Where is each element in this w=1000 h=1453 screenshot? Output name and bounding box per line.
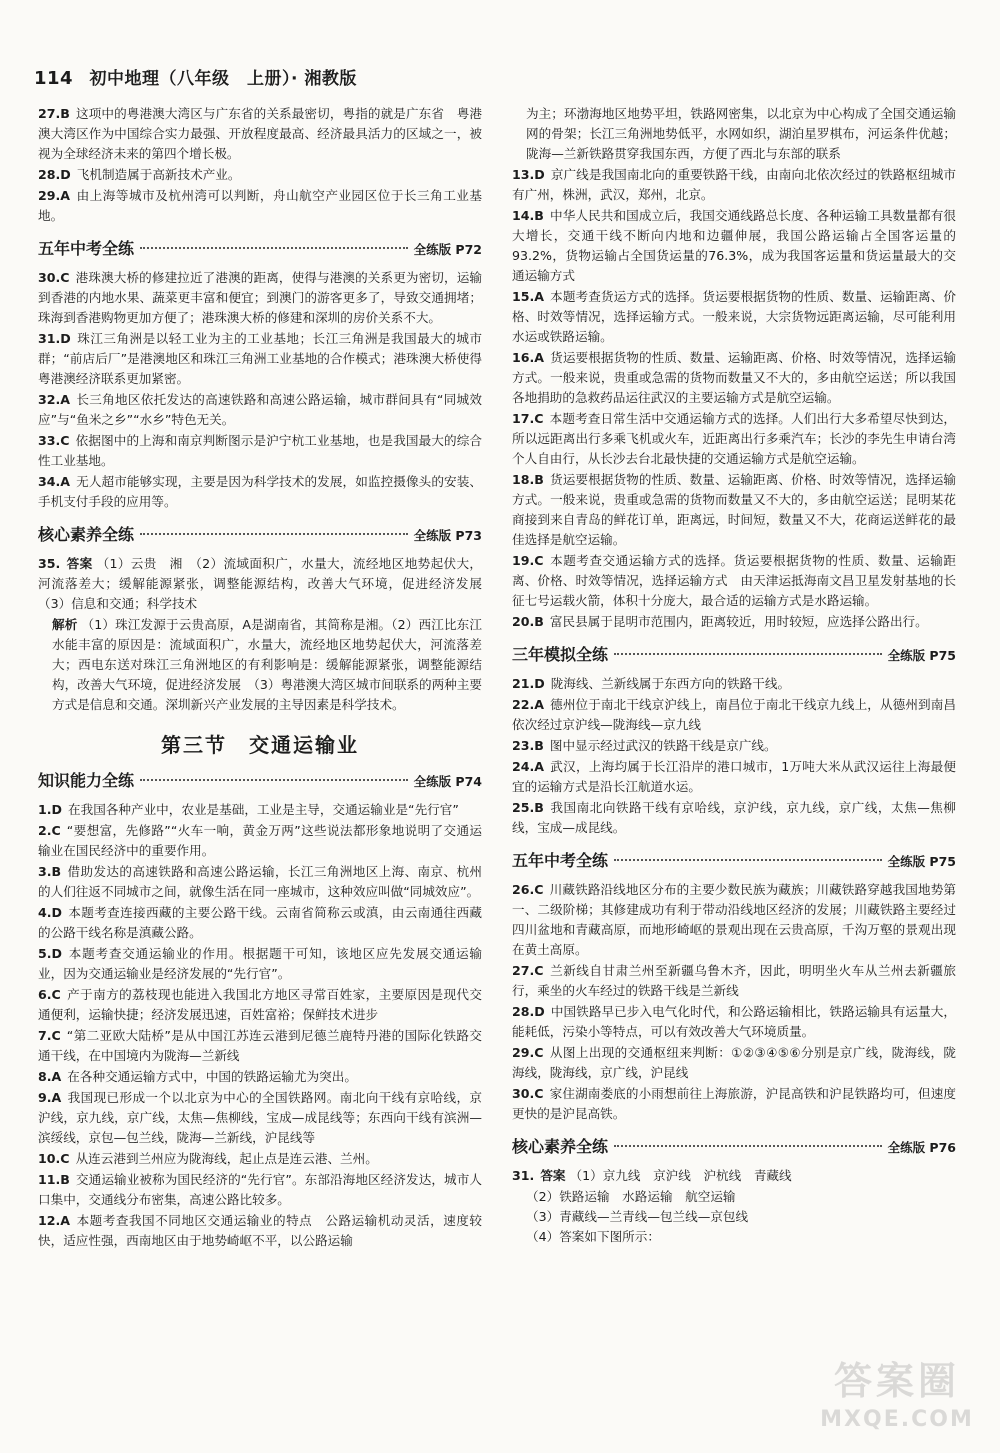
item-text: 家住湖南娄底的小雨想前往上海旅游，沪昆高铁和沪昆铁路均可，但速度更快的是沪昆高铁。 — [512, 1086, 956, 1121]
item-text: 本题考查货运方式的选择。货运要根据货物的性质、数量、运输距离、价格、时效等情况，选择运输方式。一般来说，大宗货物远距离运输，尽可能利用水运或铁路运输。 — [512, 289, 956, 344]
section-header — [512, 1134, 956, 1160]
section-title: 核心素养全练 — [512, 1137, 609, 1156]
answer-label: 答案 — [540, 1168, 566, 1183]
item-number: 8.A — [38, 1069, 62, 1084]
dotted-leader — [140, 779, 408, 781]
item-text: 京广线是我国南北向的重要铁路干线，由南向北依次经过的铁路枢纽城市有广州，株洲，武汉，郑州，北京。 — [512, 167, 956, 202]
answer-item — [512, 1002, 956, 1042]
answer-item — [38, 1026, 482, 1066]
item-number: 5.D — [38, 946, 63, 961]
section-title: 五年中考全练 — [512, 851, 609, 870]
item-text: 借助发达的高速铁路和高速公路运输，长江三角洲地区上海、南京、杭州的人们往返不同城市之间，就像生活在同一座城市，这种效应叫做“同城效应”。 — [38, 864, 482, 899]
right-column — [512, 104, 956, 1247]
item-text: 珠江三角洲是以轻工业为主的工业基地；长江三角洲是我国最大的城市群；“前店后厂”是港澳地区和珠江三角洲工业基地的合作模式；港珠澳大桥使得粤港澳经济联系更加紧密。 — [38, 331, 482, 386]
answer-item — [38, 1067, 482, 1087]
item-text: “第二亚欧大陆桥”是从中国江苏连云港到尼德兰鹿特丹港的国际化铁路交通干线，在中国境内为陇海—兰新线 — [38, 1028, 482, 1063]
answer-item — [512, 287, 956, 347]
item-text: 富民县属于昆明市范围内，距离较近，用时较短，应选择公路出行。 — [549, 614, 928, 629]
item-number: 34.A — [38, 474, 71, 489]
section-ref: 全练版 P75 — [887, 854, 956, 869]
answer-item — [512, 612, 956, 632]
section-header — [512, 642, 956, 668]
item-text: 货运要根据货物的性质、数量、运输距离、价格、时效等情况，选择运输方式。一般来说，贵重或急需的货物而数量又不大的，多由航空运送；所以我国各地捐助的急救药品运往武汉的主要运输方式是航空运输。 — [512, 350, 956, 405]
answer-item — [512, 1043, 956, 1083]
item-text: 武汉，上海均属于长江沿岸的港口城市，1万吨大米从武汉运往上海最便宜的运输方式是沿长江航道水运。 — [512, 759, 956, 794]
answer-item — [38, 1211, 482, 1251]
section-ref: 全练版 P76 — [887, 1140, 956, 1155]
dotted-leader — [614, 1145, 882, 1147]
item-text: 从图上出现的交通枢纽来判断：①②③④⑤⑥分别是京广线，陇海线，陇海线，陇海线，京广线，沪昆线 — [512, 1045, 956, 1080]
answer-item — [512, 674, 956, 694]
page-number: 114 — [34, 68, 74, 89]
item-text: 在我国各种产业中，农业是基础，工业是主导，交通运输业是“先行官” — [68, 802, 459, 817]
watermark-url: MXQE.COM — [820, 1407, 974, 1432]
dotted-leader — [614, 653, 882, 655]
item-number: 32.A — [38, 392, 71, 407]
section-title: 三年模拟全练 — [512, 645, 609, 664]
answer-label: 答案 — [66, 556, 93, 571]
answer-item — [38, 554, 495, 614]
section-ref: 全练版 P72 — [413, 242, 482, 257]
section-ref: 全练版 P74 — [413, 774, 482, 789]
item-number: 19.C — [512, 553, 544, 568]
left-column — [38, 104, 495, 1252]
item-number: 35. — [38, 556, 61, 571]
item-number: 10.C — [38, 1151, 70, 1166]
answer-item — [38, 862, 482, 902]
answer-item — [38, 985, 482, 1025]
item-number: 27.C — [512, 963, 544, 978]
answer-item — [512, 880, 956, 960]
item-text: 产于南方的荔枝现也能进入我国北方地区寻常百姓家，主要原因是现代交通便利，运输快捷；经济发展迅速，百姓富裕；保鲜技术进步 — [38, 987, 482, 1022]
item-text: 本题考查日常生活中交通运输方式的选择。人们出行大多希望尽快到达，所以远距离出行多乘飞机或火车，近距离出行多乘汽车；长沙的李先生申请台湾个人自由行，从长沙去台北最快捷的交通运输方式是航空运输。 — [512, 411, 956, 466]
item-text: 从连云港到兰州应为陇海线，起止点是连云港、兰州。 — [75, 1151, 378, 1166]
item-number: 2.C — [38, 823, 61, 838]
explanation-text: （1）珠江发源于云贵高原，A是湖南省，其简称是湘。（2）西江比东江水能丰富的原因是：流域面积广，水量大，流经地区地势起伏大，河流落差大；西电东送对珠江三角洲地区的有利影响是：缓解能源紧张，调整能源结构，改善大气环境，促进经济发展 （3）粤港澳大湾区城市间联系的两种主要方式是信息和交通。深圳新兴产业发展的主导因素是科学技术。 — [52, 617, 483, 712]
section-header — [512, 848, 956, 874]
answer-item — [38, 821, 482, 861]
item-text: 图中显示经过武汉的铁路干线是京广线。 — [549, 738, 777, 753]
item-number: 28.D — [512, 1004, 545, 1019]
item-text: 港珠澳大桥的修建拉近了港澳的距离，使得与港澳的关系更为密切，运输到香港的内地水果、蔬菜更丰富和便宜；到澳门的游客更多了，导致交通拥堵；珠海到香港购物更加方便了；港珠澳大桥的修建和深圳的房价关系不大。 — [38, 270, 482, 325]
answer-item — [38, 186, 482, 226]
answer-line: （2）铁路运输 水路运输 航空运输 — [526, 1189, 736, 1204]
item-text: 德州位于南北干线京沪线上，南昌位于南北干线京九线上，从德州到南昌依次经过京沪线—陇海线—京九线 — [512, 697, 956, 732]
answer-item — [512, 695, 956, 735]
answer-item — [38, 390, 482, 430]
item-text: 中华人民共和国成立后，我国交通线路总长度、各种运输工具数量都有很大增长，交通干线不断向内地和边疆伸展，我国公路运输占全国客运量的93.2%，货物运输占全国货运量的76.3%，成为我国客运量和货运量最大的交通运输方式 — [512, 208, 956, 283]
section-header — [38, 522, 482, 548]
item-number: 29.C — [512, 1045, 544, 1060]
item-text: 在各种交通运输方式中，中国的铁路运输尤为突出。 — [67, 1069, 357, 1084]
answer-item — [38, 472, 482, 512]
answer-line: （4）答案如下图所示： — [526, 1229, 660, 1244]
item-number: 12.A — [38, 1213, 71, 1228]
answer-item — [512, 551, 956, 611]
item-number: 18.B — [512, 472, 544, 487]
explanation-label: 解析 — [52, 617, 78, 632]
item-number: 27.B — [38, 106, 70, 121]
item-text: 中国铁路早已步入电气化时代，和公路运输相比，铁路运输具有运量大，能耗低，污染小等特点，可以有效改善大气环境质量。 — [512, 1004, 956, 1039]
item-text: 飞机制造属于高新技术产业。 — [76, 167, 241, 182]
item-text: 我国南北向铁路干线有京哈线，京沪线，京九线，京广线，太焦—焦柳线，宝成—成昆线。 — [512, 800, 956, 835]
item-number: 11.B — [38, 1172, 70, 1187]
item-number: 29.A — [38, 188, 71, 203]
dotted-leader — [140, 247, 408, 249]
item-number: 13.D — [512, 167, 545, 182]
item-text: 我国现已形成一个以北京为中心的全国铁路网。南北向干线有京哈线，京沪线，京九线，京广线，太焦—焦柳线，宝成—成昆线等；东西向干线有滨洲—滨绥线，京包—包兰线，陇海—兰新线，沪昆线等 — [38, 1090, 482, 1145]
chapter-title: 第三节 交通运输业 — [161, 733, 359, 757]
answer-item — [512, 409, 956, 469]
section-title: 核心素养全练 — [38, 525, 135, 544]
answer-item — [38, 1149, 482, 1169]
item-number: 30.C — [38, 270, 70, 285]
item-number: 28.D — [38, 167, 71, 182]
answer-item — [512, 348, 956, 408]
item-number: 30.C — [512, 1086, 544, 1101]
dotted-leader — [614, 859, 882, 861]
answer-item — [38, 165, 482, 185]
item-number: 17.C — [512, 411, 544, 426]
item-number: 21.D — [512, 676, 545, 691]
item-text: 陇海线、兰新线属于东西方向的铁路干线。 — [550, 676, 791, 691]
answer-line: （1）京九线 京沪线 沪杭线 青藏线 — [569, 1168, 792, 1183]
item-text: 由上海等城市及杭州湾可以判断，舟山航空产业园区位于长三角工业基地。 — [38, 188, 482, 223]
item-number: 6.C — [38, 987, 61, 1002]
section-header — [38, 768, 482, 794]
item-number: 7.C — [38, 1028, 61, 1043]
section-ref: 全练版 P75 — [887, 648, 956, 663]
dotted-leader — [140, 533, 408, 535]
item-number: 33.C — [38, 433, 70, 448]
item-text: 无人超市能够实现，主要是因为科学技术的发展，如监控摄像头的安装、手机支付手段的应用等。 — [38, 474, 482, 509]
item-text: 货运要根据货物的性质、数量、运输距离、价格、时效等情况，选择运输方式。一般来说，贵重或急需的货物而数量又不大的，多由航空运送；昆明某花商接到来自青岛的鲜花订单，距离远，时间短，数量又不大，花商运送鲜花的最佳选择是航空运输。 — [512, 472, 956, 547]
answer-item — [512, 206, 956, 286]
item-number: 23.B — [512, 738, 544, 753]
answer-item — [512, 757, 956, 797]
item-text: 交通运输业被称为国民经济的“先行官”。东部沿海地区经济发达，城市人口集中，交通线分布密集，高速公路比较多。 — [38, 1172, 482, 1207]
answer-item — [38, 944, 482, 984]
explanation — [38, 615, 482, 715]
item-text: 这项中的粤港澳大湾区与广东省的关系最密切，粤指的就是广东省 粤港澳大湾区作为中国综合实力最强、开放程度最高、经济最具活力的区域之一，被视为全球经济未来的第四个增长极。 — [38, 106, 482, 161]
item-number: 9.A — [38, 1090, 62, 1105]
page-header — [34, 66, 974, 94]
answer-item — [512, 165, 956, 205]
answer-item — [38, 800, 482, 820]
item-number: 16.A — [512, 350, 545, 365]
section-title: 五年中考全练 — [38, 239, 135, 258]
answer-item — [38, 903, 482, 943]
item-number: 31. — [512, 1168, 535, 1183]
item-text: 依据图中的上海和南京判断图示是沪宁杭工业基地，也是我国最大的综合性工业基地。 — [38, 433, 482, 468]
section-header — [38, 236, 482, 262]
continued-text: 为主；环渤海地区地势平坦，铁路网密集，以北京为中心构成了全国交通运输网的骨架；长江三角洲地势低平，水网如织，湖泊星罗棋布，河运条件优越；陇海—兰新铁路贯穿我国东西，方便了西北与东部的联系 — [526, 106, 956, 161]
item-number: 1.D — [38, 802, 63, 817]
item-text: 本题考查连接西藏的主要公路干线。云南省简称云或滇，由云南通往西藏的公路干线名称是滇藏公路。 — [38, 905, 482, 940]
answer-item — [512, 736, 956, 756]
answer-item — [38, 104, 482, 164]
item-text: 长三角地区依托发达的高速铁路和高速公路运输，城市群间具有“同城效应”与“鱼米之乡”“水乡”特色无关。 — [38, 392, 482, 427]
item-number: 4.D — [38, 905, 63, 920]
answer-line: （3）青藏线—兰青线—包兰线—京包线 — [526, 1209, 749, 1224]
book-title: 初中地理（八年级 上册）· 湘教版 — [89, 69, 357, 89]
item-text: 川藏铁路沿线地区分布的主要少数民族为藏族；川藏铁路穿越我国地势第一、二级阶梯；其修建成功有利于带动沿线地区经济的发展；川藏铁路主要经过四川盆地和青藏高原，而地形崎岖的景观出现在云贵高原，千沟万壑的景观出现在黄土高原。 — [512, 882, 956, 957]
item-number: 22.A — [512, 697, 545, 712]
answer-item — [512, 798, 956, 838]
item-number: 31.D — [38, 331, 71, 346]
answer-item — [512, 1166, 956, 1186]
answer-item — [38, 329, 482, 389]
answer-item — [38, 268, 482, 328]
section-ref: 全练版 P73 — [413, 528, 482, 543]
item-number: 20.B — [512, 614, 544, 629]
answer-item — [512, 470, 956, 550]
item-text: 本题考查我国不同地区交通运输业的特点 公路运输机动灵活，速度较快，适应性强，西南地区由于地势崎岖不平，以公路运输 — [38, 1213, 482, 1248]
answer-item — [512, 1084, 956, 1124]
item-number: 14.B — [512, 208, 544, 223]
item-number: 15.A — [512, 289, 545, 304]
item-number: 24.A — [512, 759, 545, 774]
item-number: 26.C — [512, 882, 544, 897]
answer-item — [38, 1170, 482, 1210]
item-text: 本题考查交通运输业的作用。根据题干可知，该地区应先发展交通运输业，因为交通运输业是经济发展的“先行官”。 — [38, 946, 482, 981]
item-text: “要想富，先修路”“火车一响，黄金万两”这些说法都形象地说明了交通运输业在国民经济中的重要作用。 — [38, 823, 482, 858]
item-text: 兰新线自甘肃兰州至新疆乌鲁木齐，因此，明明坐火车从兰州去新疆旅行，乘坐的火车经过的铁路干线是兰新线 — [512, 963, 956, 998]
answer-text: （1）云贵 湘 （2）流域面积广，水量大，流经地区地势起伏大，河流落差大；缓解能源紧张，调整能源结构，改善大气环境，促进经济发展 （3）信息和交通；科学技术 — [38, 556, 495, 611]
answer-item — [38, 431, 482, 471]
answer-item — [38, 1088, 482, 1148]
answer-item — [512, 961, 956, 1001]
item-number: 3.B — [38, 864, 62, 879]
site-watermark — [812, 1357, 982, 1445]
item-text: 本题考查交通运输方式的选择。货运要根据货物的性质、数量、运输距离、价格、时效等情况，选择运输方式 由天津运抵海南文昌卫星发射基地的长征七号运载火箭，体积十分庞大，最合适的运输方式是水路运输。 — [512, 553, 956, 608]
watermark-logo-text: 答案圈 — [833, 1359, 960, 1403]
section-title: 知识能力全练 — [38, 771, 135, 790]
item-number: 25.B — [512, 800, 544, 815]
